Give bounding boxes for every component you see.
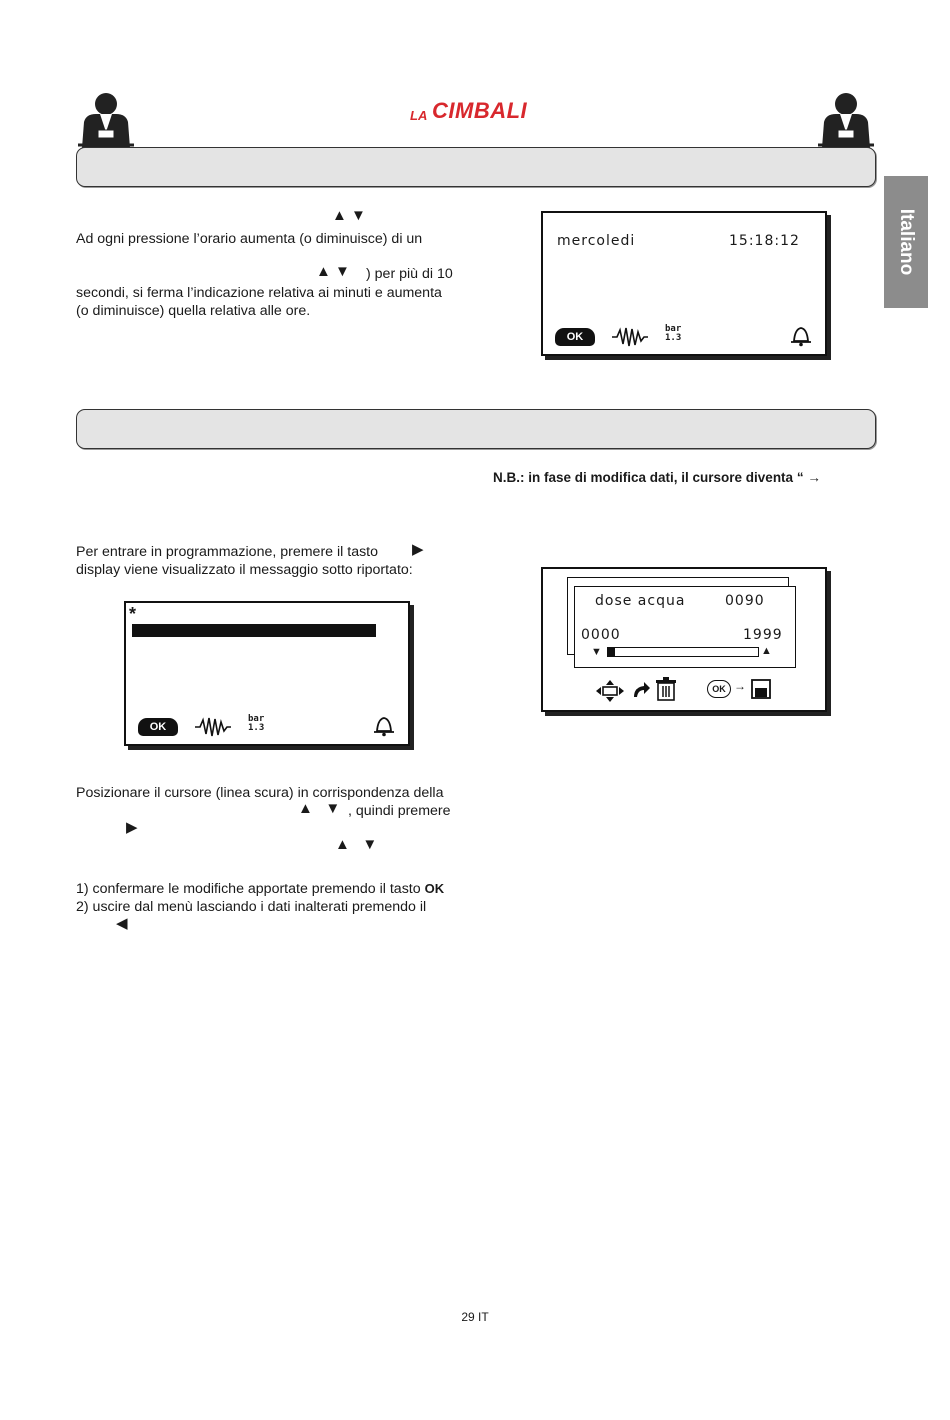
paragraph-hold-fragment: ) per più di 10 xyxy=(366,266,453,282)
range-max: 1999 xyxy=(743,627,783,643)
exit-instruction: 2) uscire dal menù lasciando i dati inalterati premendo il xyxy=(76,899,427,915)
range-slider-fill xyxy=(608,648,615,656)
section-header-bar-1 xyxy=(76,147,876,187)
menu-cursor-line xyxy=(132,624,376,637)
wave-icon-2 xyxy=(194,716,232,738)
pressure-indicator xyxy=(665,325,681,343)
ok-key-icon: OK xyxy=(555,328,595,346)
confirm-text: 1) confermare le modifiche apportate premendo il tasto xyxy=(76,881,421,897)
up-down-arrows-2: ▲ ▼ xyxy=(316,263,350,280)
confirm-instruction xyxy=(76,880,444,899)
up-down-arrows: ▲ ▼ xyxy=(332,207,366,224)
paragraph-press-increase: Ad ogni pressione l’orario aumenta (o diminuisce) di un xyxy=(76,231,423,247)
range-up-marker: ▲ xyxy=(761,645,772,657)
range-down-marker: ▼ xyxy=(591,646,602,658)
edit-title: dose acqua xyxy=(595,593,686,609)
right-arrow-key: ▶ xyxy=(412,541,424,558)
section-header-bar-2 xyxy=(76,409,876,449)
edit-value: 0090 xyxy=(725,593,765,609)
paragraph-hold-line3: (o diminuisce) quella relativa alle ore. xyxy=(76,303,311,319)
save-icon xyxy=(751,679,771,699)
intro-line-2: display viene visualizzato il messaggio sotto riportato: xyxy=(76,562,413,578)
up-down-arrows-3: ▲ ▼ xyxy=(298,800,341,817)
page-number: 29 IT xyxy=(461,1310,489,1324)
lcd-clock-display xyxy=(541,211,827,356)
ok-save-icon: OK xyxy=(707,680,731,698)
wave-icon xyxy=(611,326,649,348)
brand-logo xyxy=(410,100,550,130)
left-arrow-key: ◀ xyxy=(116,915,128,932)
position-line-1: Posizionare il cursore (linea scura) in corrispondenza della xyxy=(76,785,444,801)
intro-line-1: Per entrare in programmazione, premere il tasto xyxy=(76,544,379,560)
pressure-unit-2: bar xyxy=(248,714,265,724)
navigate-arrows-icon xyxy=(595,679,625,703)
paragraph-hold-line2: secondi, si ferma l’indicazione relativa ai minuti e aumenta xyxy=(76,285,442,301)
logo-prefix: LA xyxy=(410,108,428,123)
redo-icon xyxy=(631,679,651,699)
language-tab-label: Italiano xyxy=(896,208,917,276)
lcd-time: 15:18:12 xyxy=(729,233,800,249)
trash-icon xyxy=(655,677,677,701)
lcd-day: mercoledi xyxy=(557,233,636,249)
pressure-indicator-2 xyxy=(248,715,264,733)
edit-window xyxy=(574,586,796,668)
pressure-value-2: 1.3 xyxy=(248,723,265,733)
pressure-value: 1.3 xyxy=(665,333,682,343)
language-tab xyxy=(884,176,928,308)
barista-icon-right xyxy=(816,92,876,148)
barista-icon-left xyxy=(76,92,136,148)
range-slider xyxy=(607,647,759,657)
menu-asterisk: * xyxy=(129,604,137,624)
up-down-arrows-4: ▲ ▼ xyxy=(335,836,378,853)
bell-icon-2 xyxy=(372,715,396,737)
position-line-2: , quindi premere xyxy=(348,803,451,819)
right-arrow-key-2: ▶ xyxy=(126,819,138,836)
ok-key-icon-2: OK xyxy=(138,718,178,736)
range-min: 0000 xyxy=(581,627,621,643)
pressure-unit: bar xyxy=(665,324,682,334)
lcd-menu-display xyxy=(124,601,410,746)
nb-cursor-note: N.B.: in fase di modifica dati, il cursore diventa “ → xyxy=(493,470,821,485)
bell-icon xyxy=(789,325,813,347)
logo-name: CIMBALI xyxy=(432,98,528,123)
ok-key-text: OK xyxy=(424,881,445,896)
lcd-edit-display xyxy=(541,567,827,712)
arrow-to-icon: → xyxy=(734,679,746,693)
